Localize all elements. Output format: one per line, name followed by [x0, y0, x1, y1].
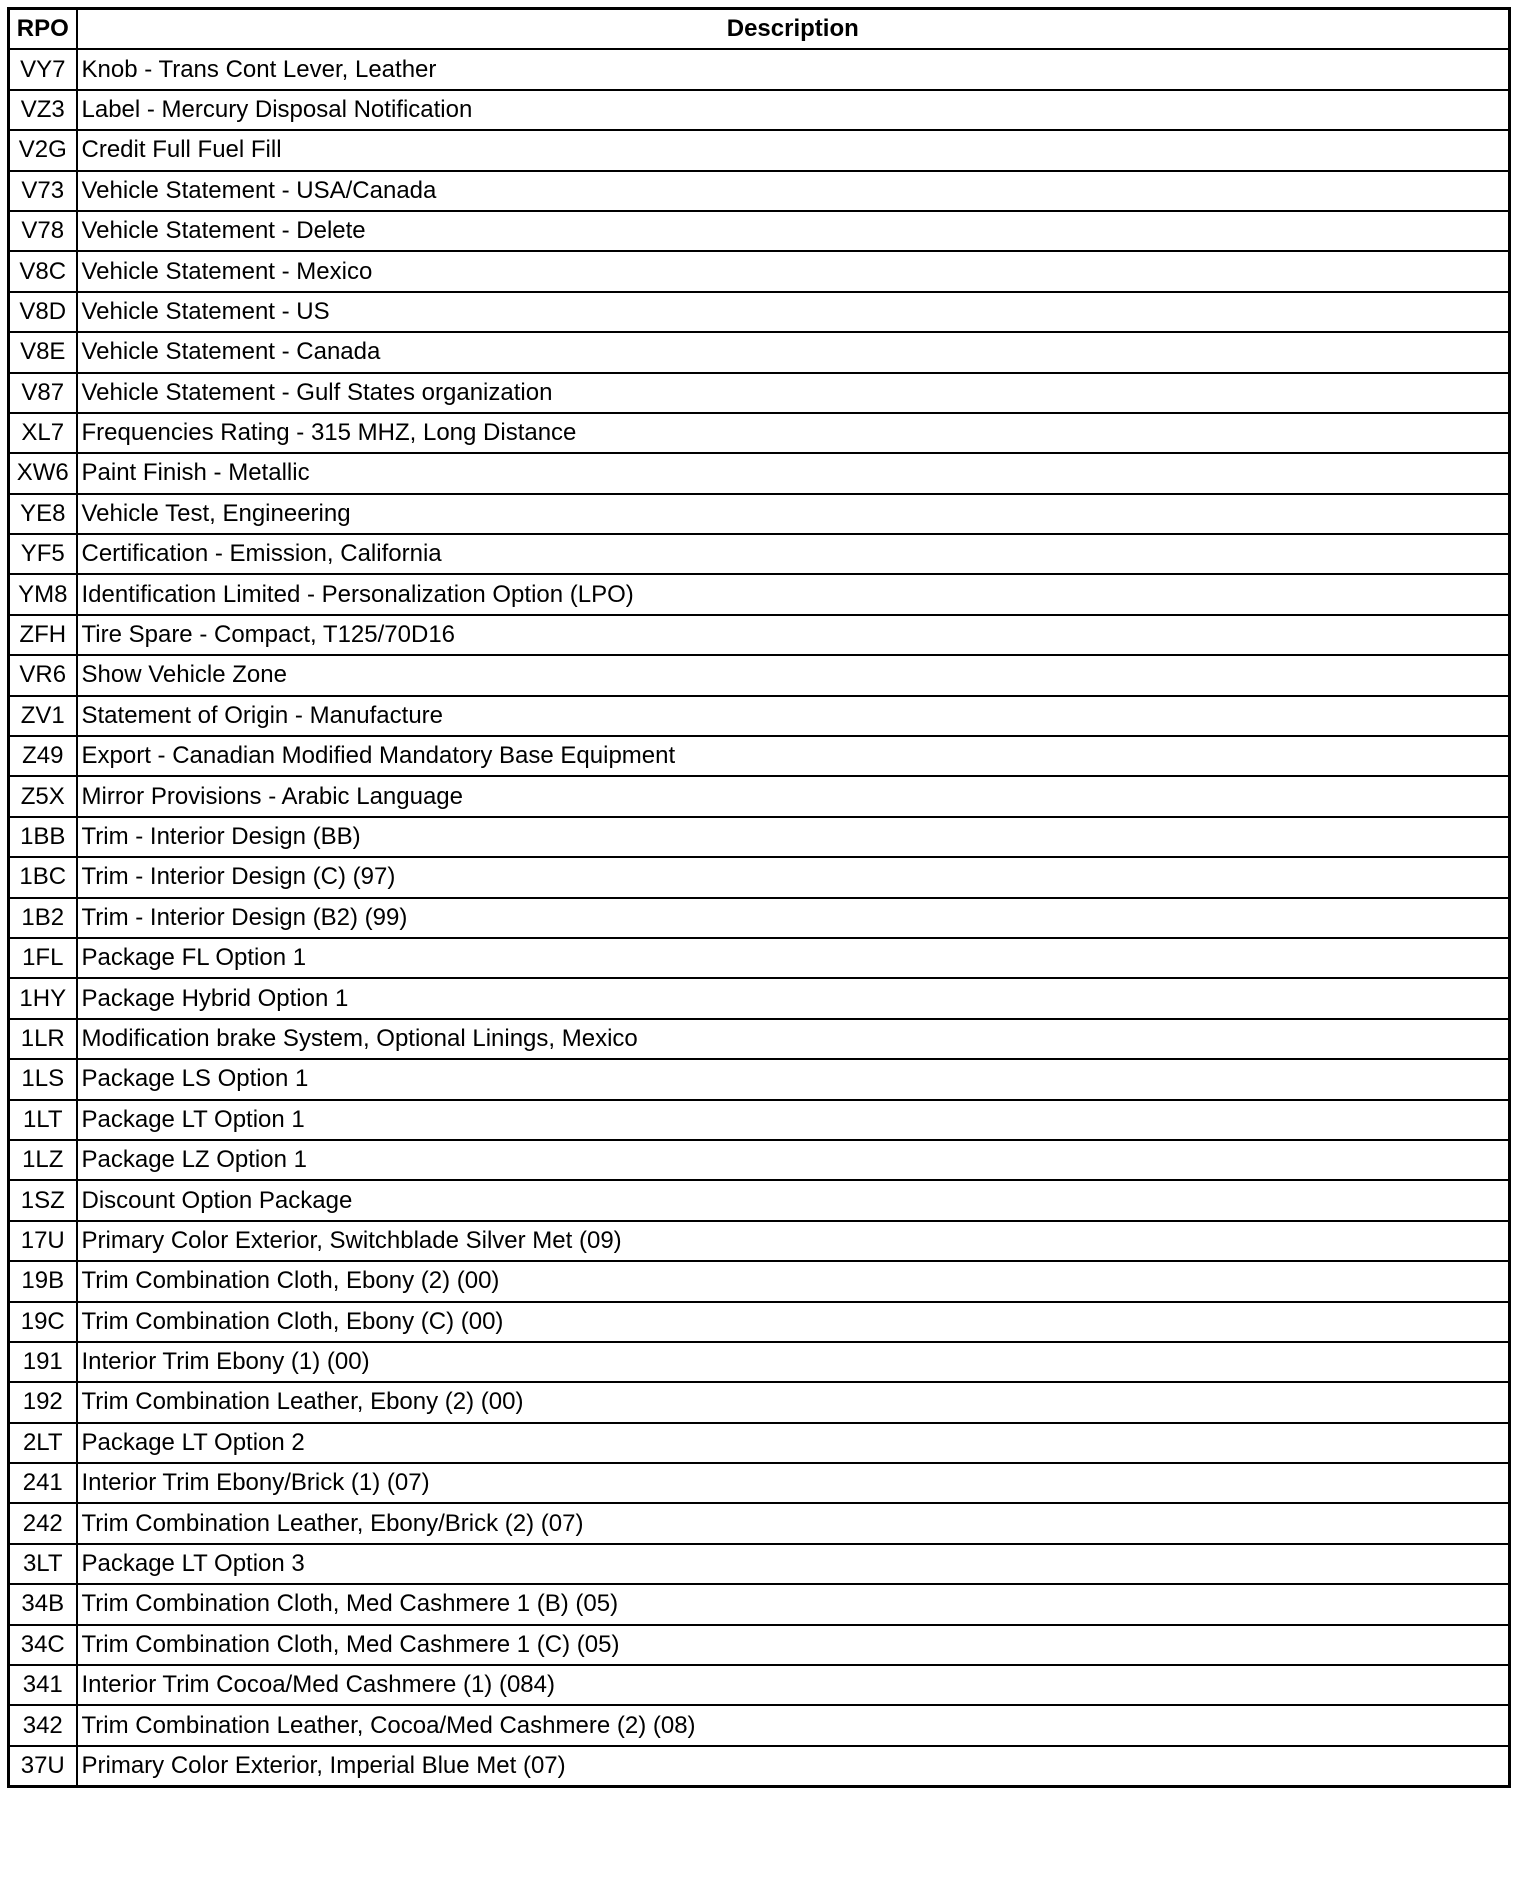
rpo-code-cell: YF5 [9, 534, 77, 574]
rpo-code-cell: V87 [9, 373, 77, 413]
rpo-description-cell: Vehicle Statement - USA/Canada [77, 171, 1510, 211]
rpo-code-cell: Z49 [9, 736, 77, 776]
table-row [9, 1705, 1510, 1745]
table-row [9, 938, 1510, 978]
rpo-code-cell: XL7 [9, 413, 77, 453]
rpo-description-cell: Trim Combination Leather, Ebony/Brick (2) (07) [77, 1503, 1510, 1543]
table-row [9, 1584, 1510, 1624]
rpo-code-cell: 2LT [9, 1423, 77, 1463]
rpo-description-cell: Package LT Option 3 [77, 1544, 1510, 1584]
table-row [9, 1100, 1510, 1140]
rpo-description-cell: Trim Combination Cloth, Ebony (C) (00) [77, 1302, 1510, 1342]
table-row [9, 978, 1510, 1018]
rpo-description-cell: Statement of Origin - Manufacture [77, 696, 1510, 736]
rpo-description-cell: Knob - Trans Cont Lever, Leather [77, 49, 1510, 89]
rpo-description-cell: Trim - Interior Design (BB) [77, 817, 1510, 857]
rpo-code-cell: 241 [9, 1463, 77, 1503]
rpo-description-cell: Package FL Option 1 [77, 938, 1510, 978]
rpo-description-cell: Trim - Interior Design (B2) (99) [77, 898, 1510, 938]
rpo-description-cell: Package LS Option 1 [77, 1059, 1510, 1099]
table-row [9, 696, 1510, 736]
rpo-description-cell: Discount Option Package [77, 1180, 1510, 1220]
rpo-code-cell: 19C [9, 1302, 77, 1342]
rpo-code-cell: 19B [9, 1261, 77, 1301]
rpo-code-cell: V8C [9, 251, 77, 291]
table-row [9, 817, 1510, 857]
rpo-code-cell: YE8 [9, 494, 77, 534]
rpo-code-cell: 1HY [9, 978, 77, 1018]
rpo-description-cell: Vehicle Statement - Canada [77, 332, 1510, 372]
table-header [9, 9, 1510, 50]
rpo-code-cell: 37U [9, 1746, 77, 1787]
table-row [9, 1140, 1510, 1180]
table-row [9, 1019, 1510, 1059]
table-row [9, 1180, 1510, 1220]
rpo-code-cell: VR6 [9, 655, 77, 695]
table-row [9, 1544, 1510, 1584]
rpo-code-cell: 342 [9, 1705, 77, 1745]
table-row [9, 1221, 1510, 1261]
rpo-code-cell: 1B2 [9, 898, 77, 938]
table-row [9, 574, 1510, 614]
rpo-code-cell: 242 [9, 1503, 77, 1543]
rpo-column-header: RPO [9, 9, 77, 50]
table-row [9, 130, 1510, 170]
table-row [9, 332, 1510, 372]
rpo-description-cell: Trim Combination Cloth, Med Cashmere 1 (B) (05) [77, 1584, 1510, 1624]
rpo-description-cell: Label - Mercury Disposal Notification [77, 90, 1510, 130]
rpo-description-cell: Vehicle Statement - Mexico [77, 251, 1510, 291]
table-row [9, 49, 1510, 89]
table-row [9, 292, 1510, 332]
rpo-code-cell: V2G [9, 130, 77, 170]
table-row [9, 1261, 1510, 1301]
rpo-description-cell: Interior Trim Ebony/Brick (1) (07) [77, 1463, 1510, 1503]
table-body [9, 49, 1510, 1786]
rpo-code-cell: ZV1 [9, 696, 77, 736]
table-row [9, 1503, 1510, 1543]
rpo-description-cell: Tire Spare - Compact, T125/70D16 [77, 615, 1510, 655]
table-row [9, 211, 1510, 251]
rpo-code-cell: V8D [9, 292, 77, 332]
rpo-code-cell: YM8 [9, 574, 77, 614]
rpo-description-cell: Package LZ Option 1 [77, 1140, 1510, 1180]
rpo-description-cell: Package LT Option 1 [77, 1100, 1510, 1140]
rpo-description-cell: Certification - Emission, California [77, 534, 1510, 574]
rpo-code-cell: V78 [9, 211, 77, 251]
table-row [9, 453, 1510, 493]
rpo-description-cell: Trim Combination Cloth, Ebony (2) (00) [77, 1261, 1510, 1301]
rpo-description-cell: Trim Combination Leather, Ebony (2) (00) [77, 1382, 1510, 1422]
rpo-code-cell: 17U [9, 1221, 77, 1261]
rpo-code-cell: 1BB [9, 817, 77, 857]
rpo-code-cell: 3LT [9, 1544, 77, 1584]
table-row [9, 655, 1510, 695]
table-row [9, 534, 1510, 574]
rpo-code-cell: Z5X [9, 776, 77, 816]
rpo-description-cell: Interior Trim Ebony (1) (00) [77, 1342, 1510, 1382]
table-row [9, 413, 1510, 453]
table-row [9, 1746, 1510, 1787]
rpo-description-cell: Vehicle Test, Engineering [77, 494, 1510, 534]
table-row [9, 898, 1510, 938]
table-row [9, 1342, 1510, 1382]
rpo-code-cell: 341 [9, 1665, 77, 1705]
rpo-code-cell: XW6 [9, 453, 77, 493]
rpo-table [7, 7, 1511, 1788]
table-row [9, 857, 1510, 897]
rpo-description-cell: Primary Color Exterior, Switchblade Silver Met (09) [77, 1221, 1510, 1261]
rpo-description-cell: Export - Canadian Modified Mandatory Base Equipment [77, 736, 1510, 776]
rpo-code-cell: 1LS [9, 1059, 77, 1099]
rpo-description-cell: Interior Trim Cocoa/Med Cashmere (1) (084) [77, 1665, 1510, 1705]
rpo-description-cell: Paint Finish - Metallic [77, 453, 1510, 493]
table-row [9, 251, 1510, 291]
rpo-description-cell: Mirror Provisions - Arabic Language [77, 776, 1510, 816]
table-row [9, 615, 1510, 655]
table-row [9, 1302, 1510, 1342]
rpo-code-cell: 1LT [9, 1100, 77, 1140]
rpo-description-cell: Credit Full Fuel Fill [77, 130, 1510, 170]
rpo-code-cell: 1SZ [9, 1180, 77, 1220]
rpo-code-cell: 1FL [9, 938, 77, 978]
table-row [9, 776, 1510, 816]
rpo-code-cell: V73 [9, 171, 77, 211]
rpo-description-cell: Package Hybrid Option 1 [77, 978, 1510, 1018]
rpo-code-cell: 1BC [9, 857, 77, 897]
rpo-code-cell: VZ3 [9, 90, 77, 130]
rpo-description-cell: Primary Color Exterior, Imperial Blue Met (07) [77, 1746, 1510, 1787]
rpo-description-cell: Identification Limited - Personalization Option (LPO) [77, 574, 1510, 614]
rpo-code-cell: V8E [9, 332, 77, 372]
rpo-description-cell: Vehicle Statement - Gulf States organization [77, 373, 1510, 413]
table-row [9, 1463, 1510, 1503]
rpo-code-cell: 34C [9, 1625, 77, 1665]
rpo-description-cell: Vehicle Statement - US [77, 292, 1510, 332]
table-row [9, 90, 1510, 130]
rpo-description-cell: Package LT Option 2 [77, 1423, 1510, 1463]
rpo-code-cell: 34B [9, 1584, 77, 1624]
table-row [9, 1665, 1510, 1705]
table-row [9, 1625, 1510, 1665]
table-row [9, 373, 1510, 413]
rpo-description-cell: Trim - Interior Design (C) (97) [77, 857, 1510, 897]
table-row [9, 1059, 1510, 1099]
table-row [9, 736, 1510, 776]
rpo-code-cell: ZFH [9, 615, 77, 655]
rpo-code-cell: VY7 [9, 49, 77, 89]
rpo-code-cell: 1LZ [9, 1140, 77, 1180]
rpo-code-cell: 191 [9, 1342, 77, 1382]
rpo-description-cell: Frequencies Rating - 315 MHZ, Long Distance [77, 413, 1510, 453]
rpo-description-cell: Show Vehicle Zone [77, 655, 1510, 695]
table-row [9, 171, 1510, 211]
table-row [9, 1382, 1510, 1422]
table-row [9, 494, 1510, 534]
rpo-description-cell: Trim Combination Cloth, Med Cashmere 1 (C) (05) [77, 1625, 1510, 1665]
rpo-code-cell: 1LR [9, 1019, 77, 1059]
rpo-code-cell: 192 [9, 1382, 77, 1422]
rpo-description-cell: Modification brake System, Optional Linings, Mexico [77, 1019, 1510, 1059]
description-column-header: Description [77, 9, 1510, 50]
table-row [9, 1423, 1510, 1463]
header-row [9, 9, 1510, 50]
rpo-description-cell: Trim Combination Leather, Cocoa/Med Cashmere (2) (08) [77, 1705, 1510, 1745]
rpo-description-cell: Vehicle Statement - Delete [77, 211, 1510, 251]
